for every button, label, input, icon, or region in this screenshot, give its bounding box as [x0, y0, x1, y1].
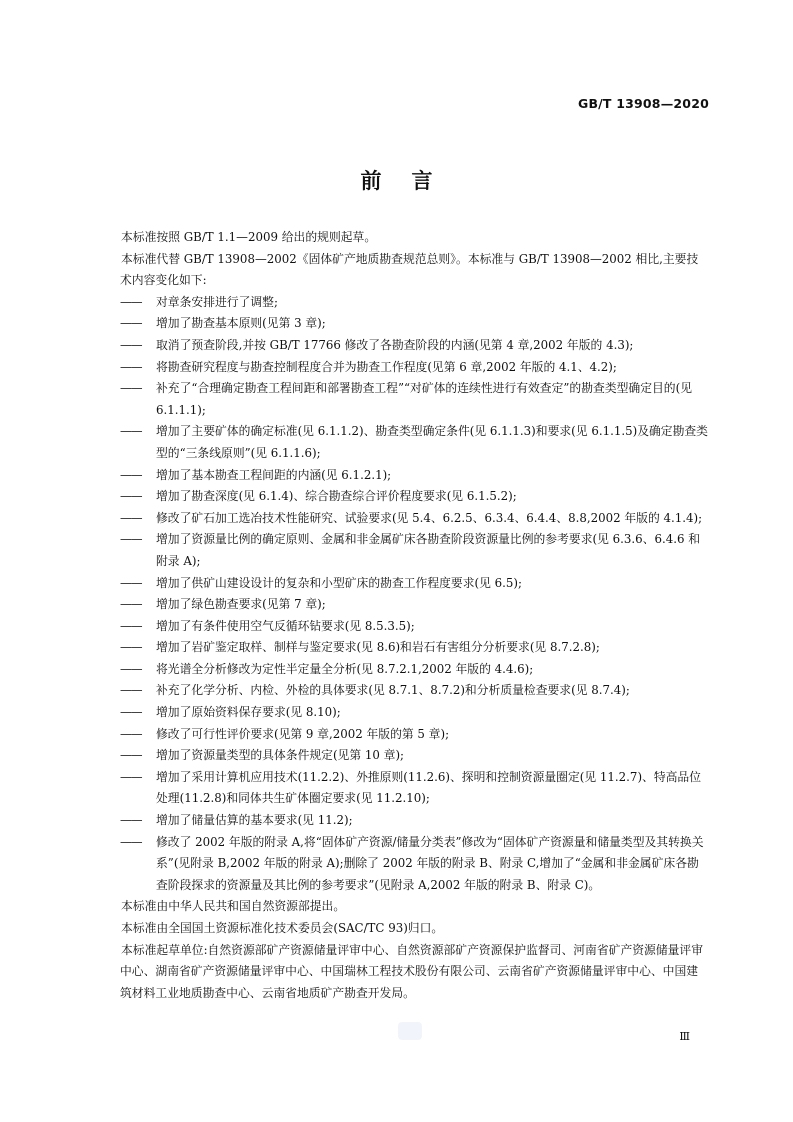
- list-item: [120, 616, 708, 638]
- dash-marker: ——: [120, 467, 142, 482]
- dash-marker: ——: [120, 424, 142, 439]
- list-item: [120, 832, 708, 897]
- dash-marker: ——: [120, 381, 142, 396]
- list-item: [120, 767, 708, 810]
- dash-marker: ——: [120, 705, 142, 720]
- closing-paragraph: 本标准由全国国土资源标准化技术委员会(SAC/TC 93)归口。: [121, 921, 444, 935]
- dash-marker: ——: [120, 316, 142, 331]
- list-item: [120, 810, 708, 832]
- list-item: [120, 421, 708, 464]
- dash-marker: ——: [120, 618, 142, 633]
- list-item-text: 对章条安排进行了调整;: [156, 294, 278, 309]
- list-item: [120, 724, 708, 746]
- dash-marker: ——: [120, 813, 142, 828]
- dash-marker: ——: [120, 769, 142, 784]
- dash-marker: ——: [120, 597, 142, 612]
- list-item-text: 增加了有条件使用空气反循环钻要求(见 8.5.3.5);: [156, 618, 415, 633]
- list-item: [120, 378, 708, 421]
- dash-marker: ——: [120, 661, 142, 676]
- list-item-text: 取消了预查阶段,并按 GB/T 17766 修改了各勘查阶段的内涵(见第 4 章,2002 年版的 4.3);: [156, 337, 634, 352]
- list-item-text: 增加了勘查基本原则(见第 3 章);: [156, 316, 326, 331]
- list-item: [120, 573, 708, 595]
- list-item: [120, 486, 708, 508]
- list-item-text: 将光谱全分析修改为定性半定量全分析(见 8.7.2.1,2002 年版的 4.4.6);: [156, 661, 534, 676]
- list-item-text: 修改了矿石加工选冶技术性能研究、试验要求(见 5.4、6.2.5、6.3.4、6.4.4、8.8,2002 年版的 4.1.4);: [156, 510, 703, 525]
- list-item-text: 增加了供矿山建设设计的复杂和小型矿床的勘查工作程度要求(见 6.5);: [156, 575, 523, 590]
- list-item-text: 增加了绿色勘查要求(见第 7 章);: [156, 597, 326, 612]
- dash-marker: ——: [120, 532, 142, 547]
- list-item-text: 将勘查研究程度与勘查控制程度合并为勘查工作程度(见第 6 章,2002 年版的 4.1、4.2);: [156, 359, 617, 374]
- list-item: [120, 659, 708, 681]
- list-item-text: 修改了 2002 年版的附录 A,将“固体矿产资源/储量分类表”修改为“固体矿产资源量和储量类型及其转换关系”(见附录 B,2002 年版的附录 A);删除了 2002 年版的附录 B、附录 C,增加了“金属和非金属矿床各勘查阶段探求的资源量及其比例的参考要求”(见附录 A,2002 年版的附录 B、附录 C)。: [156, 834, 704, 892]
- dash-marker: ——: [120, 510, 142, 525]
- closing-paragraph: 本标准由中华人民共和国自然资源部提出。: [121, 899, 346, 914]
- list-item-text: 增加了采用计算机应用技术(11.2.2)、外推原则(11.2.6)、探明和控制资源量圈定(见 11.2.7)、特高品位处理(11.2.8)和同体共生矿体圈定要求(见 11.2.10);: [156, 769, 702, 806]
- list-item-text: 增加了勘查深度(见 6.1.4)、综合勘查综合评价程度要求(见 6.1.5.2);: [156, 489, 517, 504]
- dash-marker: ——: [120, 294, 142, 309]
- list-item-text: 增加了资源量类型的具体条件规定(见第 10 章);: [156, 748, 405, 763]
- dash-marker: ——: [120, 726, 142, 741]
- list-item-text: 增加了主要矿体的确定标准(见 6.1.1.2)、勘查类型确定条件(见 6.1.1.3)和要求(见 6.1.1.5)及确定勘查类型的“三条线原则”(见 6.1.1.6);: [156, 424, 708, 460]
- list-item: [120, 594, 708, 616]
- list-item: [120, 313, 708, 335]
- list-item-text: 修改了可行性评价要求(见第 9 章,2002 年版的第 5 章);: [156, 726, 450, 741]
- list-item-text: 增加了岩矿鉴定取样、制样与鉴定要求(见 8.6)和岩石有害组分分析要求(见 8.7.2.8);: [156, 640, 600, 655]
- closing-paragraph: 本标准起草单位:自然资源部矿产资源储量评审中心、自然资源部矿产资源保护监督司、河南省矿产资源储量评审中心、湖南省矿产资源储量评审中心、中国瑞林工程技术股份有限公司、云南省矿产资源储量评审中心、中国建筑材料工业地质勘查中心、云南省地质矿产勘查开发局。: [120, 942, 704, 1000]
- list-item: [120, 465, 708, 487]
- page-title: 前言: [360, 169, 463, 193]
- list-item: [120, 357, 708, 379]
- dash-marker: ——: [120, 748, 142, 763]
- page-number: Ⅲ: [679, 1030, 690, 1043]
- list-item: [120, 745, 708, 767]
- list-item: [120, 508, 708, 530]
- dash-marker: ——: [120, 683, 142, 698]
- list-item: [120, 529, 708, 572]
- list-item-text: 增加了基本勘查工程间距的内涵(见 6.1.2.1);: [156, 467, 392, 482]
- list-item: [120, 335, 708, 357]
- list-item-text: 增加了资源量比例的确定原则、金属和非金属矿床各勘查阶段资源量比例的参考要求(见 6.3.6、6.4.6 和附录 A);: [156, 532, 701, 568]
- list-item: [120, 702, 708, 724]
- dash-marker: ——: [120, 834, 142, 849]
- intro-paragraph: 本标准代替 GB/T 13908—2002《固体矿产地质勘查规范总则》。本标准与 GB/T 13908—2002 相比,主要技术内容变化如下:: [120, 251, 699, 288]
- dash-marker: ——: [120, 640, 142, 655]
- intro-paragraph: 本标准按照 GB/T 1.1—2009 给出的规则起草。: [121, 230, 377, 244]
- change-list: [120, 292, 708, 897]
- dash-marker: ——: [120, 359, 142, 374]
- document-body: [120, 227, 708, 1004]
- watermark-icon: [398, 1022, 422, 1040]
- dash-marker: ——: [120, 489, 142, 504]
- list-item-text: 补充了化学分析、内检、外检的具体要求(见 8.7.1、8.7.2)和分析质量检查要求(见 8.7.4);: [156, 683, 630, 698]
- dash-marker: ——: [120, 337, 142, 352]
- list-item-text: 增加了原始资料保存要求(见 8.10);: [156, 705, 341, 720]
- list-item: [120, 292, 708, 314]
- list-item-text: 补充了“合理确定勘查工程间距和部署勘查工程”“对矿体的连续性进行有效查定”的勘查类型确定目的(见 6.1.1.1);: [156, 381, 692, 417]
- list-item: [120, 637, 708, 659]
- standard-code: GB/T 13908—2020: [577, 96, 709, 111]
- list-item: [120, 680, 708, 702]
- dash-marker: ——: [120, 575, 142, 590]
- list-item-text: 增加了储量估算的基本要求(见 11.2);: [156, 813, 353, 828]
